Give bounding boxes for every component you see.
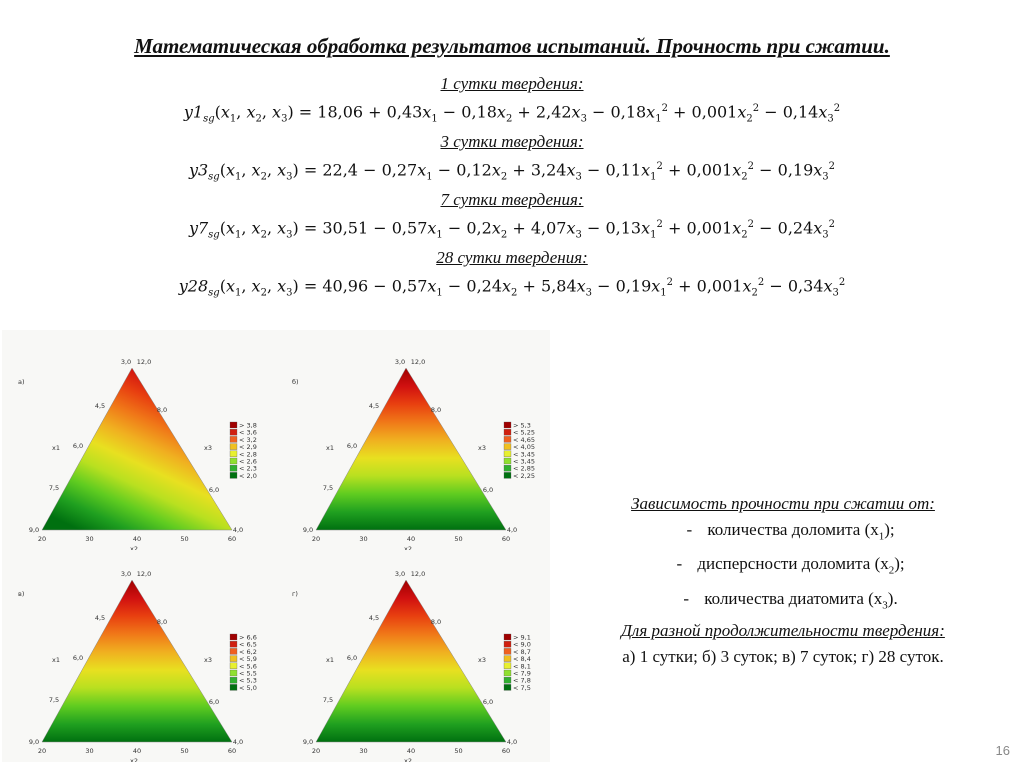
legend-swatch	[504, 429, 511, 435]
tick-label: 30	[85, 535, 94, 543]
tick-label: 7,5	[48, 696, 60, 704]
tick-label: 50	[180, 535, 189, 543]
ternary-plot	[4, 340, 274, 550]
legend-swatch	[504, 641, 511, 647]
legend-label: < 2,0	[239, 471, 257, 480]
panel-letter: а)	[18, 378, 25, 386]
tick-label: 4,5	[94, 614, 106, 622]
tick-label: 4,0	[232, 526, 244, 534]
tick-label: 20	[311, 535, 321, 543]
equation-label: 7 сутки твердения:	[440, 190, 584, 209]
legend-label: < 5,25	[513, 428, 535, 437]
axis-label-x2: x2	[130, 545, 138, 550]
legend-label: < 2,25	[513, 471, 535, 480]
tick-label: 12,0	[410, 570, 426, 578]
tick-label: 4,5	[368, 614, 380, 622]
legend-label: < 2,9	[239, 443, 257, 452]
legend-swatch	[230, 422, 237, 428]
regression-equation: $y28_{sg}(x_1$, $x_2$, $x_3) = 40,96 - 0,57x_1 - 0,24x_2 + 5,84x_3 - 0,19x_1^2 + 0,001x_2^2 - 0,34x_3^2$	[178, 276, 846, 299]
legend-swatch	[504, 684, 511, 690]
equation-group	[0, 248, 1024, 306]
tick-label: 9,0	[302, 526, 314, 534]
tick-label: 50	[454, 747, 463, 755]
legend-label: < 7,8	[513, 676, 531, 685]
tick-label: 40	[406, 535, 416, 543]
legend-swatch	[230, 436, 237, 442]
tick-label: 6,0	[346, 654, 358, 662]
legend-label: < 5,3	[239, 676, 257, 685]
legend-swatch	[504, 648, 511, 654]
legend-label: < 6,2	[239, 647, 257, 656]
legend-label: < 5,5	[239, 669, 257, 678]
tick-label: 6,0	[72, 654, 84, 662]
tick-label: 6,0	[482, 486, 494, 494]
legend-swatch	[230, 451, 237, 457]
equation-label: 1 сутки твердения:	[440, 74, 584, 93]
legend-swatch	[504, 465, 511, 471]
axis-label-x2: x2	[404, 757, 412, 762]
equations-block	[0, 74, 1024, 306]
legend-swatch	[230, 677, 237, 683]
tick-label: 9,0	[302, 738, 314, 746]
slide-title: Математическая обработка результатов испытаний. Прочность при сжатии.	[134, 34, 890, 58]
tick-label: 3,0	[120, 570, 132, 578]
legend-label: < 3,2	[239, 435, 257, 444]
ternary-figure	[2, 330, 550, 762]
axis-label-x3: x3	[204, 656, 212, 664]
tick-label: 8,0	[430, 618, 442, 626]
legend-label: < 5,9	[239, 655, 257, 664]
legend-label: < 7,5	[513, 683, 531, 692]
legend-swatch	[230, 472, 237, 478]
tick-label: 7,5	[322, 484, 334, 492]
tick-label: 30	[359, 747, 368, 755]
legend-label: < 5,0	[239, 683, 257, 692]
tick-label: 6,0	[208, 486, 220, 494]
legend-swatch	[230, 648, 237, 654]
equation-group	[0, 74, 1024, 132]
ternary-panel-b	[278, 340, 548, 550]
legend-label: < 9,0	[513, 640, 531, 649]
tick-label: 3,0	[394, 358, 406, 366]
panel-letter: б)	[292, 378, 299, 386]
tick-label: 4,0	[232, 738, 244, 746]
regression-equation: $y7_{sg}(x_1$, $x_2$, $x_3) = 30,51 - 0,57x_1 - 0,2x_2 + 4,07x_3 - 0,13x_1^2 + 0,001x_2^2 - 0,24x_3^2$	[188, 218, 836, 241]
tick-label: 12,0	[136, 358, 152, 366]
regression-equation: $y1_{sg}(x_1$, $x_2$, $x_3) = 18,06 + 0,43x_1 - 0,18x_2 + 2,42x_3 - 0,18x_1^2 + 0,001x_2^2 - 0,14x_3^2$	[183, 102, 841, 125]
tick-label: 12,0	[136, 570, 152, 578]
tick-label: 30	[85, 747, 94, 755]
legend-swatch	[230, 458, 237, 464]
tick-label: 50	[180, 747, 189, 755]
tick-label: 20	[37, 747, 47, 755]
tick-label: 7,5	[322, 696, 334, 704]
tick-label: 50	[454, 535, 463, 543]
legend-label: < 8,7	[513, 647, 531, 656]
tick-label: 30	[359, 535, 368, 543]
axis-label-x3: x3	[478, 656, 486, 664]
tick-label: 60	[227, 535, 237, 543]
legend-label: < 7,9	[513, 669, 531, 678]
axis-label-x1: x1	[52, 444, 60, 452]
legend-label: < 6,5	[239, 640, 257, 649]
axis-label-x3: x3	[478, 444, 486, 452]
legend-label: > 5,3	[513, 421, 531, 430]
legend-swatch	[230, 663, 237, 669]
tick-label: 8,0	[156, 406, 168, 414]
tick-label: 60	[501, 535, 511, 543]
legend-label: < 8,4	[513, 655, 531, 664]
legend-label: > 6,6	[239, 633, 257, 642]
tick-label: 4,0	[506, 738, 518, 746]
legend-label: < 4,65	[513, 435, 535, 444]
legend-swatch	[504, 458, 511, 464]
tick-label: 9,0	[28, 526, 40, 534]
tick-label: 20	[37, 535, 47, 543]
legend-swatch	[230, 465, 237, 471]
legend-swatch	[230, 641, 237, 647]
equation-group	[0, 132, 1024, 190]
legend-swatch	[504, 670, 511, 676]
legend-label: < 4,05	[513, 443, 535, 452]
legend-label: < 2,85	[513, 464, 535, 473]
tick-label: 4,5	[94, 402, 106, 410]
ternary-panel-a	[4, 340, 274, 550]
caption-item: - дисперсности доломита $(x_2)$;	[676, 554, 905, 577]
ternary-panel-d	[278, 552, 548, 762]
legend-swatch	[230, 429, 237, 435]
tick-label: 4,5	[368, 402, 380, 410]
panel-letter: г)	[292, 590, 298, 598]
ternary-plot	[4, 552, 274, 762]
legend-swatch	[230, 670, 237, 676]
caption-variants: а) 1 сутки; б) 3 суток; в) 7 суток; г) 28 суток.	[622, 647, 944, 667]
equation-label: 28 сутки твердения:	[436, 248, 588, 267]
legend-swatch	[504, 656, 511, 662]
legend-swatch	[230, 656, 237, 662]
ternary-plot	[278, 552, 548, 762]
legend-label: < 2,3	[239, 464, 257, 473]
legend-label: < 5,6	[239, 662, 257, 671]
tick-label: 6,0	[208, 698, 220, 706]
tick-label: 12,0	[410, 358, 426, 366]
tick-label: 40	[132, 535, 142, 543]
legend-swatch	[504, 472, 511, 478]
legend-label: > 3,8	[239, 421, 257, 430]
caption-subtitle: Для разной продолжительности твердения:	[621, 621, 945, 641]
axis-label-x2: x2	[404, 545, 412, 550]
tick-label: 8,0	[430, 406, 442, 414]
axis-label-x3: x3	[204, 444, 212, 452]
tick-label: 4,0	[506, 526, 518, 534]
legend-swatch	[504, 663, 511, 669]
legend-swatch	[504, 634, 511, 640]
tick-label: 40	[406, 747, 416, 755]
equation-group	[0, 190, 1024, 248]
tick-label: 6,0	[72, 442, 84, 450]
legend-label: > 9,1	[513, 633, 531, 642]
legend-label: < 3,45	[513, 450, 535, 459]
legend-label: < 2,6	[239, 457, 257, 466]
regression-equation: $y3_{sg}(x_1$, $x_2$, $x_3) = 22,4 - 0,27x_1 - 0,12x_2 + 3,24x_3 - 0,11x_1^2 + 0,001x_2^2 - 0,19x_3^2$	[188, 160, 836, 183]
axis-label-x1: x1	[326, 656, 334, 664]
tick-label: 8,0	[156, 618, 168, 626]
legend-label: < 2,8	[239, 450, 257, 459]
panel-letter: в)	[18, 590, 25, 598]
tick-label: 60	[227, 747, 237, 755]
figure-caption	[553, 492, 1013, 671]
tick-label: 40	[132, 747, 142, 755]
tick-label: 20	[311, 747, 321, 755]
legend-swatch	[230, 444, 237, 450]
tick-label: 3,0	[120, 358, 132, 366]
legend-label: < 8,1	[513, 662, 531, 671]
tick-label: 6,0	[482, 698, 494, 706]
legend-swatch	[504, 436, 511, 442]
tick-label: 9,0	[28, 738, 40, 746]
axis-label-x1: x1	[52, 656, 60, 664]
legend-swatch	[504, 451, 511, 457]
tick-label: 3,0	[394, 570, 406, 578]
legend-label: < 3,45	[513, 457, 535, 466]
axis-label-x1: x1	[326, 444, 334, 452]
caption-item: - количества диатомита $(x_3)$.	[683, 588, 898, 612]
page-number: 16	[995, 743, 1010, 758]
legend-swatch	[504, 422, 511, 428]
tick-label: 60	[501, 747, 511, 755]
axis-label-x2: x2	[130, 757, 138, 762]
tick-label: 7,5	[48, 484, 60, 492]
caption-item: - количества доломита $(x_1)$;	[686, 520, 895, 543]
caption-title: Зависимость прочности при сжатии от:	[631, 494, 935, 513]
ternary-panel-c	[4, 552, 274, 762]
legend-swatch	[504, 677, 511, 683]
legend-swatch	[230, 684, 237, 690]
equation-label: 3 сутки твердения:	[440, 132, 584, 151]
legend-swatch	[504, 444, 511, 450]
legend-label: < 3,6	[239, 428, 257, 437]
legend-swatch	[230, 634, 237, 640]
ternary-plot	[278, 340, 548, 550]
tick-label: 6,0	[346, 442, 358, 450]
